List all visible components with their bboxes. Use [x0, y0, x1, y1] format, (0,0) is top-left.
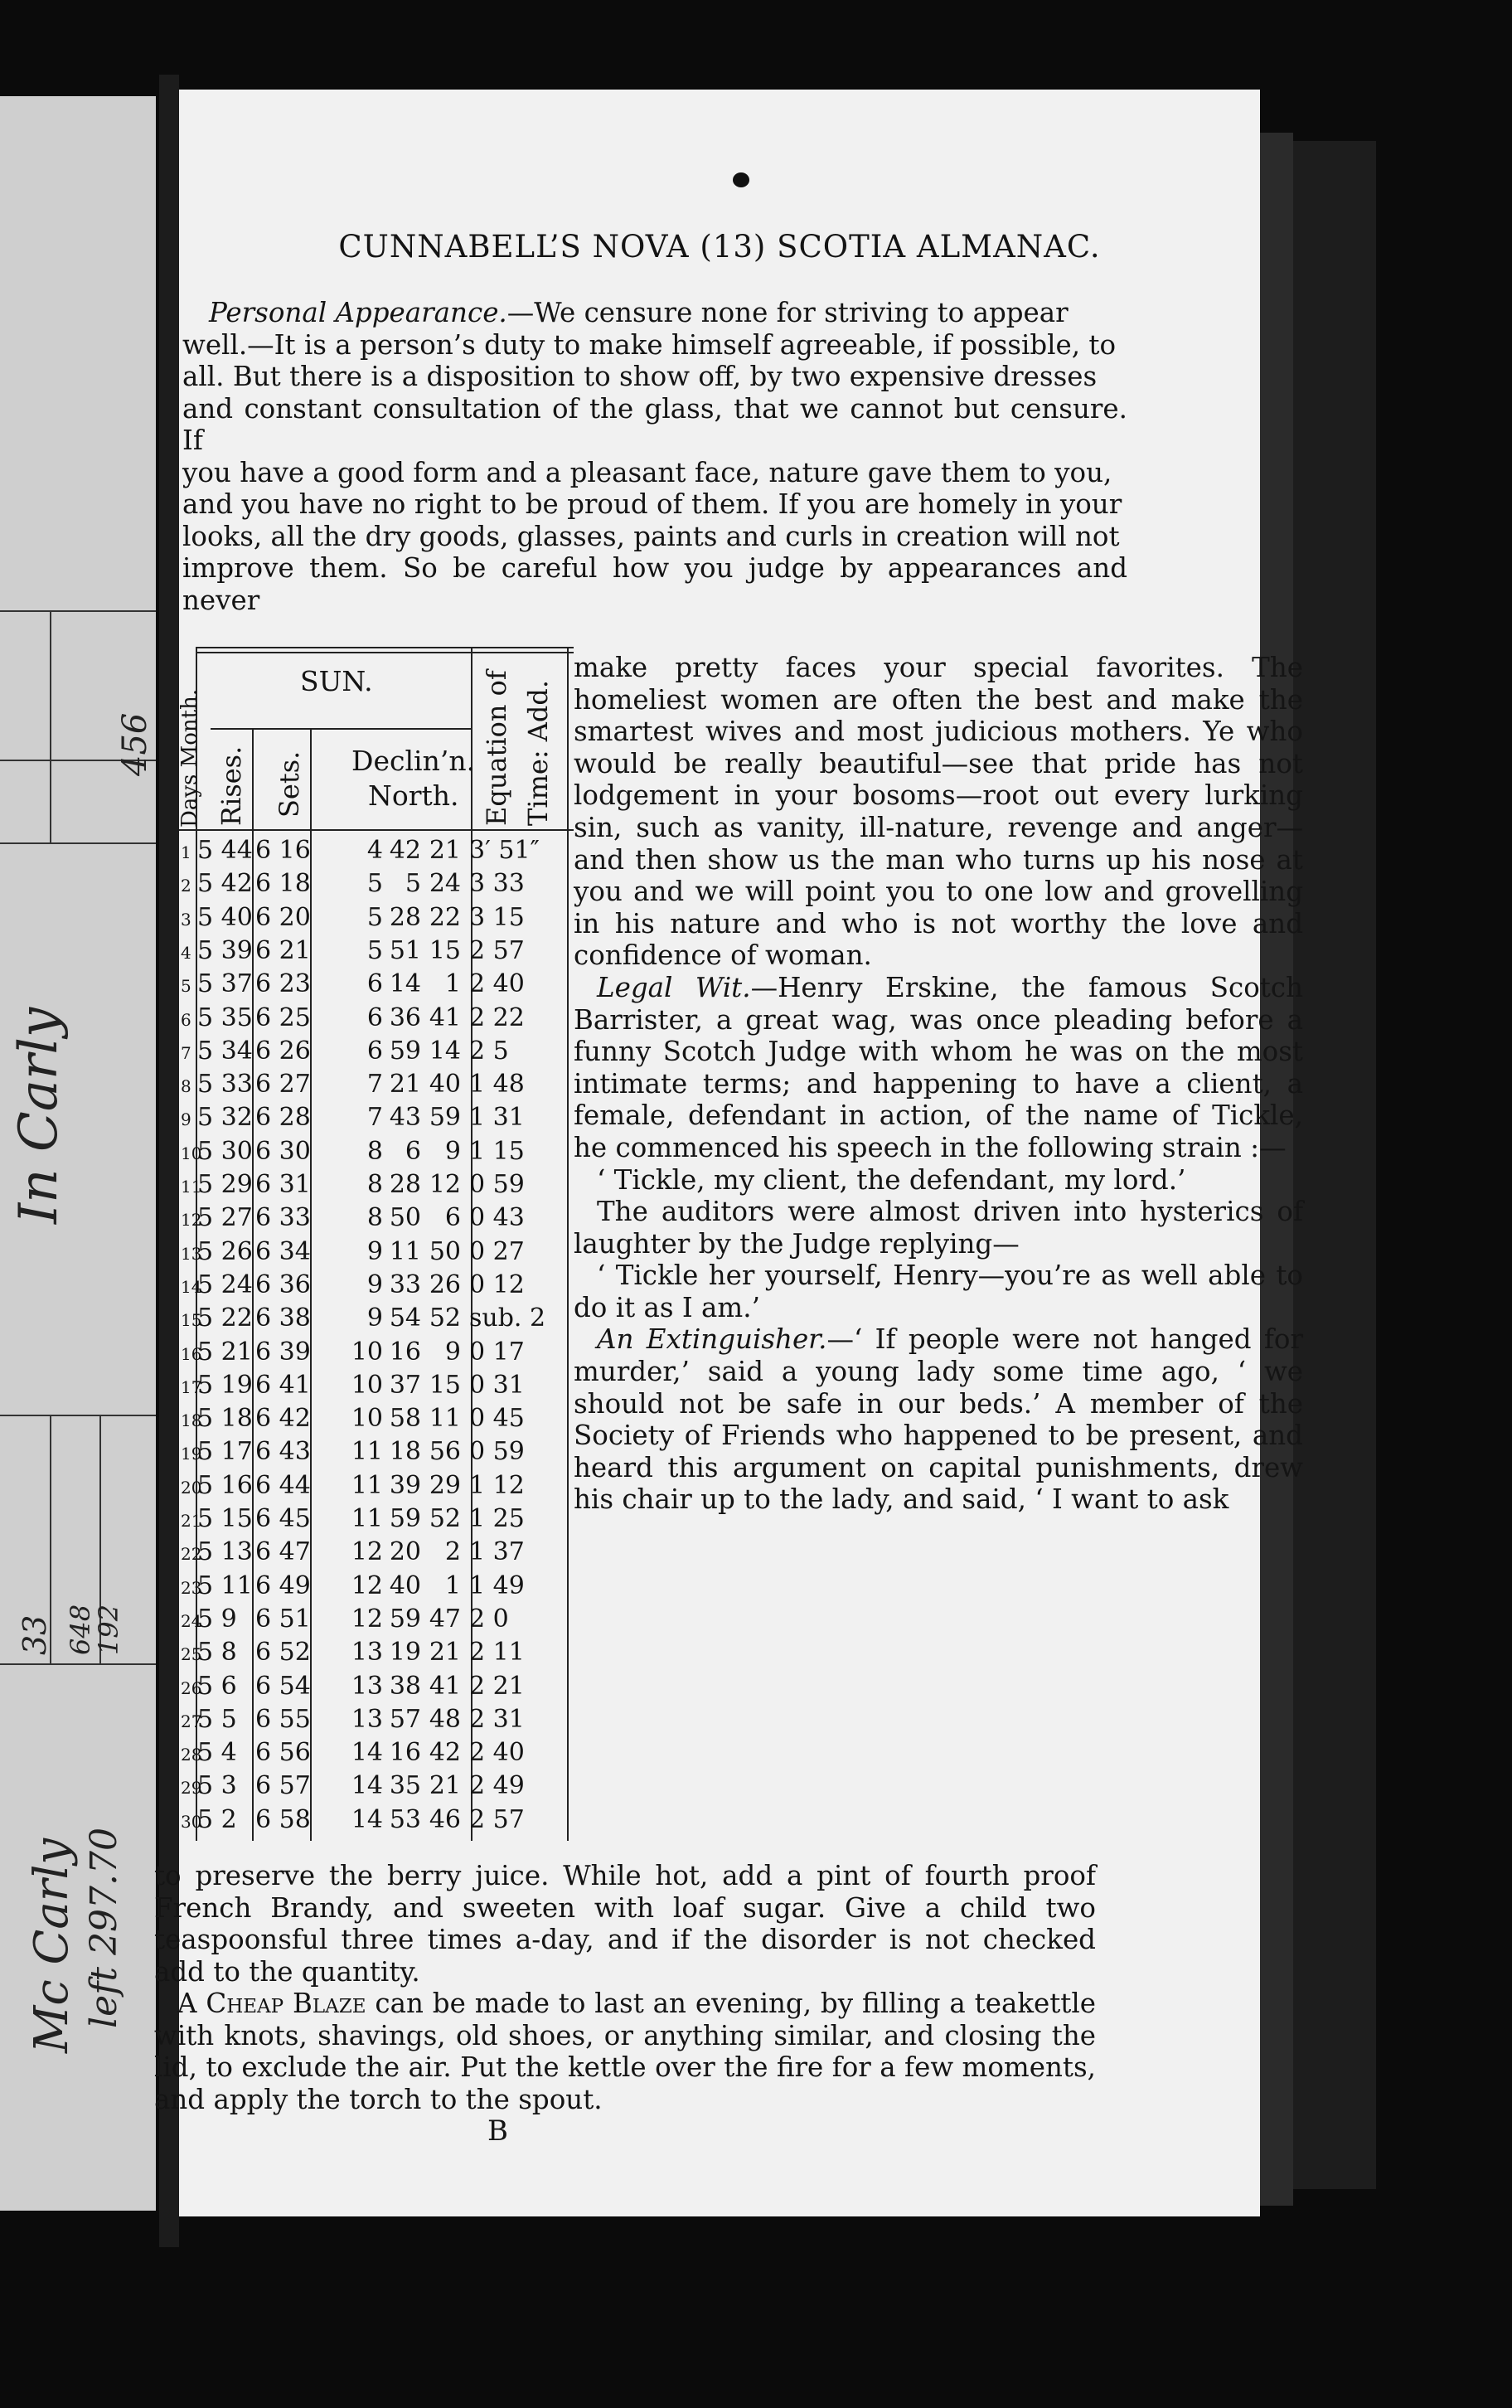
sets-cell: 6 23	[255, 969, 311, 999]
declin-deg-cell: 11	[351, 1504, 383, 1533]
rises-cell: 5 44	[197, 836, 253, 865]
declin-sec-cell: 50	[429, 1236, 461, 1266]
sun-header: SUN.	[300, 665, 373, 697]
ledger-rule	[50, 610, 51, 842]
page-header: CUNNABELL’S NOVA (13) SCOTIA ALMANAC.	[338, 229, 1101, 265]
table-row	[179, 1338, 574, 1370]
day-cell: 28	[181, 1745, 202, 1765]
equation-cell: 1 12	[469, 1470, 525, 1500]
handwritten-number: 456	[116, 712, 154, 776]
handwritten-note: In Carly	[8, 1007, 70, 1224]
table-rule	[196, 647, 574, 648]
handwritten-number: 648	[65, 1604, 96, 1655]
sets-cell: 6 51	[255, 1604, 311, 1634]
day-cell: 22	[181, 1544, 202, 1565]
equation-cell: 1 48	[469, 1070, 525, 1100]
declin-deg-cell: 14	[351, 1738, 383, 1768]
intro-line: well.—It is a person’s duty to make himself agreeable, if possible, to	[182, 328, 1117, 361]
day-cell: 26	[181, 1677, 202, 1698]
declin-min-cell: 51	[389, 935, 421, 965]
equation-cell: 2 22	[469, 1003, 525, 1032]
sets-cell: 6 44	[255, 1470, 311, 1500]
declin-deg-cell: 13	[351, 1704, 383, 1734]
rises-cell: 5 29	[197, 1170, 253, 1199]
declin-deg-cell: 5	[366, 869, 383, 899]
sets-cell: 6 28	[255, 1103, 311, 1133]
sets-cell: 6 16	[255, 836, 311, 865]
declin-deg-cell: 5	[366, 902, 383, 932]
rises-cell: 5 18	[197, 1404, 253, 1434]
sets-cell: 6 52	[255, 1638, 311, 1668]
declin-min-cell: 19	[389, 1638, 421, 1668]
declin-sec-cell: 48	[429, 1704, 461, 1734]
table-row	[179, 1437, 574, 1469]
sets-cell: 6 30	[255, 1136, 311, 1166]
declin-min-cell: 59	[389, 1036, 421, 1066]
declin-sec-cell: 9	[444, 1136, 461, 1166]
equation-cell: 2 11	[469, 1638, 525, 1668]
rises-cell: 5 24	[197, 1270, 253, 1299]
declin-sec-cell: 15	[429, 935, 461, 965]
table-row	[179, 969, 574, 1002]
day-cell: 21	[181, 1511, 202, 1531]
ledger-rule	[0, 1415, 156, 1416]
sets-cell: 6 21	[255, 935, 311, 965]
handwritten-number: 192	[93, 1604, 124, 1655]
rises-cell: 5 8	[197, 1638, 237, 1668]
declin-min-cell: 54	[389, 1304, 421, 1333]
table-row	[179, 1638, 574, 1670]
day-cell: 8	[181, 1076, 191, 1097]
table-rule	[196, 652, 574, 653]
declin-min-cell: 21	[389, 1070, 421, 1100]
right-column-text	[574, 652, 1303, 1516]
declin-sec-cell: 6	[444, 1203, 461, 1233]
rises-cell: 5 17	[197, 1437, 253, 1467]
equation-cell: 2 49	[469, 1771, 525, 1801]
declin-deg-cell: 6	[366, 1003, 383, 1032]
book-cover-edge	[1293, 141, 1376, 2189]
col-declination: Declin’n.	[351, 745, 476, 777]
equation-cell: 2 0	[469, 1604, 509, 1634]
col-north: North.	[368, 779, 459, 812]
declin-deg-cell: 9	[366, 1270, 383, 1299]
table-row	[179, 1805, 574, 1838]
sets-cell: 6 25	[255, 1003, 311, 1032]
declin-deg-cell: 13	[351, 1671, 383, 1701]
signature-mark: B	[487, 2114, 508, 2148]
table-row	[179, 1471, 574, 1503]
declin-sec-cell: 47	[429, 1604, 461, 1634]
declin-sec-cell: 11	[429, 1404, 461, 1434]
day-cell: 19	[181, 1444, 202, 1464]
table-row	[179, 1738, 574, 1770]
ink-blot	[733, 172, 749, 187]
declin-deg-cell: 13	[351, 1638, 383, 1668]
declin-deg-cell: 9	[366, 1304, 383, 1333]
table-row	[179, 1103, 574, 1135]
day-cell: 25	[181, 1644, 202, 1665]
day-cell: 2	[181, 876, 191, 896]
equation-cell: 0 27	[469, 1236, 525, 1266]
equation-cell: 3 33	[469, 869, 525, 899]
intro-line: and constant consultation of the glass, that we cannot but censure. If	[182, 392, 1127, 456]
declin-min-cell: 6	[405, 1136, 421, 1166]
table-row	[179, 1270, 574, 1303]
intro-line: improve them. So be careful how you judge by appearances and never	[182, 552, 1127, 616]
rises-cell: 5 34	[197, 1036, 253, 1066]
declin-sec-cell: 21	[429, 1638, 461, 1668]
rises-cell: 5 40	[197, 902, 253, 932]
table-row	[179, 903, 574, 935]
day-cell: 12	[181, 1210, 202, 1231]
sets-cell: 6 18	[255, 869, 311, 899]
paragraph: The auditors were almost driven into hysterics of laughter by the Judge replying—	[574, 1196, 1303, 1260]
day-cell: 5	[181, 976, 191, 997]
declin-sec-cell: 42	[429, 1738, 461, 1768]
col-sets: Sets.	[274, 750, 305, 818]
equation-cell: 1 31	[469, 1103, 525, 1133]
declin-sec-cell: 56	[429, 1437, 461, 1467]
sets-cell: 6 39	[255, 1337, 311, 1367]
declin-min-cell: 16	[389, 1337, 421, 1367]
declin-sec-cell: 41	[429, 1003, 461, 1032]
col-days-month: Days Month.	[177, 688, 202, 828]
rises-cell: 5 37	[197, 969, 253, 999]
sets-cell: 6 54	[255, 1671, 311, 1701]
paragraph: ‘ Tickle, my client, the defendant, my lord.’	[597, 1163, 1186, 1196]
declin-deg-cell: 10	[351, 1337, 383, 1367]
intro-paragraph	[182, 297, 1127, 616]
declin-sec-cell: 21	[429, 1771, 461, 1801]
rises-cell: 5 27	[197, 1203, 253, 1233]
day-cell: 24	[181, 1610, 202, 1631]
table-row	[179, 1504, 574, 1537]
ledger-rule	[0, 1663, 156, 1665]
table-row	[179, 1771, 574, 1804]
declin-sec-cell: 52	[429, 1504, 461, 1533]
declin-sec-cell: 46	[429, 1804, 461, 1834]
declin-min-cell: 50	[389, 1203, 421, 1233]
rises-cell: 5 3	[197, 1771, 237, 1801]
rises-cell: 5 21	[197, 1337, 253, 1367]
handwritten-note: Mc Carly	[25, 1838, 79, 2053]
paragraph	[154, 1988, 1096, 2115]
declin-sec-cell: 59	[429, 1103, 461, 1133]
table-row	[179, 1571, 574, 1604]
equation-cell: 0 17	[469, 1337, 525, 1367]
declin-min-cell: 5	[405, 869, 421, 899]
declin-deg-cell: 10	[351, 1370, 383, 1400]
rises-cell: 5 39	[197, 935, 253, 965]
table-row	[179, 1237, 574, 1270]
declin-deg-cell: 12	[351, 1571, 383, 1600]
almanac-page	[154, 90, 1304, 2216]
declin-min-cell: 37	[389, 1370, 421, 1400]
declin-deg-cell: 12	[351, 1604, 383, 1634]
section-title: Legal Wit.	[597, 971, 751, 1003]
col-equation: Equation of	[481, 670, 512, 826]
day-cell: 15	[181, 1310, 202, 1331]
table-row	[179, 1672, 574, 1704]
table-row	[179, 1170, 574, 1202]
table-row	[179, 1037, 574, 1069]
declin-deg-cell: 4	[366, 836, 383, 865]
equation-cell: 1 49	[469, 1571, 525, 1600]
day-cell: 9	[181, 1109, 191, 1130]
handwritten-note: left 297.70	[83, 1827, 125, 2028]
paragraph: make pretty faces your special favorites. The homeliest women are often the best and make the smartest wives and most judicious mothers. Ye who would be really beautiful—see that pride has not lodgement in your bosoms—root out every lurking sin, such as vanity, ill-nature, revenge and anger—and then show us the man who turns up his nose at you and we will point you to one low and grovelling in his nature and who is not worthy the love and confidence of woman.	[574, 652, 1303, 972]
paragraph: ‘ Tickle her yourself, Henry—you’re as well able to do it as I am.’	[574, 1260, 1303, 1323]
declin-sec-cell: 12	[429, 1170, 461, 1199]
day-cell: 6	[181, 1009, 191, 1030]
paragraph-text: can be made to last an evening, by filling a teakettle with knots, shavings, old shoes, or anything similar, and closing the lid, to exclude the air. Put the kettle over the fire for a few moments, and apply the torch to the spout.	[154, 1988, 1096, 2115]
paragraph-text: —‘ If people were not hanged for murder,’ said a young lady some time ago, ‘ we should not be safe in our beds.’ A member of the Society of Friends who happened to be present, and heard this argument on capital punishments, drew his chair up to the lady, and said, ‘ I want to ask	[574, 1323, 1303, 1516]
declin-min-cell: 42	[389, 836, 421, 865]
declin-min-cell: 53	[389, 1804, 421, 1834]
declin-min-cell: 11	[389, 1236, 421, 1266]
table-row	[179, 1605, 574, 1637]
declin-min-cell: 59	[389, 1504, 421, 1533]
sun-table	[179, 647, 574, 1841]
sets-cell: 6 45	[255, 1504, 311, 1533]
declin-deg-cell: 8	[366, 1170, 383, 1199]
declin-deg-cell: 14	[351, 1771, 383, 1801]
rises-cell: 5 6	[197, 1671, 237, 1701]
rises-cell: 5 5	[197, 1704, 237, 1734]
sets-cell: 6 42	[255, 1404, 311, 1434]
equation-cell: 2 31	[469, 1704, 525, 1734]
rises-cell: 5 35	[197, 1003, 253, 1032]
equation-cell: 0 59	[469, 1170, 525, 1199]
intro-title: Personal Appearance.	[209, 297, 507, 328]
declin-deg-cell: 12	[351, 1537, 383, 1567]
intro-line: all. But there is a disposition to show off, by two expensive dresses	[182, 361, 1098, 392]
declin-min-cell: 36	[389, 1003, 421, 1032]
paragraph	[574, 1323, 1303, 1516]
equation-cell: 1 15	[469, 1136, 525, 1166]
declin-sec-cell: 1	[444, 969, 461, 999]
sets-cell: 6 20	[255, 902, 311, 932]
day-cell: 4	[181, 942, 191, 963]
declin-deg-cell: 14	[351, 1804, 383, 1834]
sets-cell: 6 57	[255, 1771, 311, 1801]
declin-sec-cell: 9	[444, 1337, 461, 1367]
declin-sec-cell: 26	[429, 1270, 461, 1299]
rises-cell: 5 32	[197, 1103, 253, 1133]
day-cell: 17	[181, 1376, 202, 1397]
equation-cell: 2 57	[469, 1804, 525, 1834]
declin-min-cell: 59	[389, 1604, 421, 1634]
declin-sec-cell: 52	[429, 1304, 461, 1333]
table-row	[179, 1705, 574, 1737]
handwritten-number: 33	[17, 1614, 53, 1655]
sets-cell: 6 55	[255, 1704, 311, 1734]
bottom-text	[154, 1860, 1096, 2115]
equation-cell: 1 25	[469, 1504, 525, 1533]
table-row	[179, 1404, 574, 1436]
table-row	[179, 1304, 574, 1336]
declin-deg-cell: 8	[366, 1136, 383, 1166]
sets-cell: 6 49	[255, 1571, 311, 1600]
declin-min-cell: 57	[389, 1704, 421, 1734]
declin-sec-cell: 21	[429, 836, 461, 865]
declin-min-cell: 58	[389, 1404, 421, 1434]
table-row	[179, 869, 574, 901]
declin-sec-cell: 40	[429, 1070, 461, 1100]
declin-min-cell: 40	[389, 1571, 421, 1600]
declin-min-cell: 33	[389, 1270, 421, 1299]
paragraph-text: —Henry Erskine, the famous Scotch Barrister, a great wag, was once pleading before a funny Scotch Judge with whom he was on the most intimate terms; and happening to have a client, a female, defendant in action, of the name of Tickle, he commenced his speech in the following strain :—	[574, 971, 1304, 1163]
section-title: A Cheap Blaze	[177, 1988, 366, 2019]
equation-cell: 3 15	[469, 902, 525, 932]
equation-cell: 2 40	[469, 1738, 525, 1768]
left-facing-page	[0, 96, 156, 2211]
day-cell: 20	[181, 1477, 202, 1498]
day-cell: 10	[181, 1143, 202, 1163]
day-cell: 29	[181, 1778, 202, 1799]
equation-cell: 1 37	[469, 1537, 525, 1567]
ledger-rule	[0, 842, 156, 844]
table-row	[179, 1203, 574, 1236]
day-cell: 14	[181, 1276, 202, 1297]
col-time-add: Time: Add.	[522, 679, 554, 826]
day-cell: 7	[181, 1042, 191, 1063]
declin-min-cell: 35	[389, 1771, 421, 1801]
day-cell: 11	[181, 1177, 202, 1197]
rises-cell: 5 16	[197, 1470, 253, 1500]
declin-deg-cell: 5	[366, 935, 383, 965]
table-row	[179, 1137, 574, 1169]
day-cell: 3	[181, 909, 191, 930]
equation-cell: 0 12	[469, 1270, 525, 1299]
col-rises: Rises.	[216, 745, 247, 826]
declin-min-cell: 43	[389, 1103, 421, 1133]
day-cell: 30	[181, 1811, 202, 1832]
equation-cell: 2 40	[469, 969, 525, 999]
ledger-rule	[0, 610, 156, 612]
sets-cell: 6 34	[255, 1236, 311, 1266]
declin-sec-cell: 2	[444, 1537, 461, 1567]
equation-cell: sub. 2	[469, 1304, 546, 1333]
declin-deg-cell: 6	[366, 969, 383, 999]
rises-cell: 5 13	[197, 1537, 253, 1567]
sets-cell: 6 56	[255, 1738, 311, 1768]
rises-cell: 5 9	[197, 1604, 237, 1634]
equation-cell: 2 5	[469, 1036, 509, 1066]
declin-min-cell: 38	[389, 1671, 421, 1701]
declin-sec-cell: 15	[429, 1370, 461, 1400]
declin-deg-cell: 11	[351, 1470, 383, 1500]
declin-deg-cell: 9	[366, 1236, 383, 1266]
day-cell: 16	[181, 1343, 202, 1364]
table-rule	[179, 829, 574, 831]
rises-cell: 5 26	[197, 1236, 253, 1266]
declin-sec-cell: 41	[429, 1671, 461, 1701]
sets-cell: 6 26	[255, 1036, 311, 1066]
declin-min-cell: 28	[389, 902, 421, 932]
declin-min-cell: 18	[389, 1437, 421, 1467]
day-cell: 27	[181, 1711, 202, 1731]
declin-min-cell: 14	[389, 969, 421, 999]
table-row	[179, 1371, 574, 1403]
declin-min-cell: 39	[389, 1470, 421, 1500]
day-cell: 18	[181, 1410, 202, 1431]
declin-sec-cell: 14	[429, 1036, 461, 1066]
day-cell: 23	[181, 1577, 202, 1598]
declin-deg-cell: 6	[366, 1036, 383, 1066]
table-row	[179, 936, 574, 969]
intro-line: you have a good form and a pleasant face, nature gave them to you,	[182, 456, 1112, 488]
equation-cell: 0 45	[469, 1404, 525, 1434]
table-row	[179, 1537, 574, 1570]
declin-sec-cell: 24	[429, 869, 461, 899]
equation-cell: 2 57	[469, 935, 525, 965]
day-cell: 13	[181, 1243, 202, 1264]
sets-cell: 6 33	[255, 1203, 311, 1233]
declin-deg-cell: 11	[351, 1437, 383, 1467]
rises-cell: 5 19	[197, 1370, 253, 1400]
declin-deg-cell: 7	[366, 1070, 383, 1100]
paragraph: to preserve the berry juice. While hot, add a pint of fourth proof French Brandy, and sweeten with loaf sugar. Give a child two teaspoonsful three times a-day, and if the disorder is not checked add to the quantity.	[154, 1860, 1096, 1988]
declin-deg-cell: 7	[366, 1103, 383, 1133]
equation-cell: 3′ 51″	[469, 836, 540, 865]
declin-deg-cell: 10	[351, 1404, 383, 1434]
declin-deg-cell: 8	[366, 1203, 383, 1233]
declin-sec-cell: 1	[444, 1571, 461, 1600]
sets-cell: 6 38	[255, 1304, 311, 1333]
rises-cell: 5 42	[197, 869, 253, 899]
table-row	[179, 1003, 574, 1036]
day-cell: 1	[181, 842, 191, 862]
table-rule	[211, 728, 471, 730]
sets-cell: 6 41	[255, 1370, 311, 1400]
equation-cell: 0 31	[469, 1370, 525, 1400]
equation-cell: 0 59	[469, 1437, 525, 1467]
declin-min-cell: 28	[389, 1170, 421, 1199]
intro-line: looks, all the dry goods, glasses, paints and curls in creation will not	[182, 520, 1120, 552]
intro-line: —We censure none for striving to appear	[506, 297, 1069, 328]
sets-cell: 6 58	[255, 1804, 311, 1834]
rises-cell: 5 22	[197, 1304, 253, 1333]
paragraph	[574, 972, 1303, 1164]
rises-cell: 5 2	[197, 1804, 237, 1834]
sets-cell: 6 31	[255, 1170, 311, 1199]
sets-cell: 6 47	[255, 1537, 311, 1567]
rises-cell: 5 11	[197, 1571, 253, 1600]
sets-cell: 6 43	[255, 1437, 311, 1467]
section-title: An Extinguisher.	[597, 1323, 827, 1356]
equation-cell: 0 43	[469, 1203, 525, 1233]
sets-cell: 6 27	[255, 1070, 311, 1100]
equation-cell: 2 21	[469, 1671, 525, 1701]
declin-sec-cell: 22	[429, 902, 461, 932]
table-row	[179, 836, 574, 868]
table-row	[179, 1070, 574, 1102]
declin-min-cell: 16	[389, 1738, 421, 1768]
rises-cell: 5 4	[197, 1738, 237, 1768]
sets-cell: 6 36	[255, 1270, 311, 1299]
rises-cell: 5 33	[197, 1070, 253, 1100]
rises-cell: 5 30	[197, 1136, 253, 1166]
rises-cell: 5 15	[197, 1504, 253, 1533]
declin-sec-cell: 29	[429, 1470, 461, 1500]
declin-min-cell: 20	[389, 1537, 421, 1567]
intro-line: and you have no right to be proud of them. If you are homely in your	[182, 488, 1122, 520]
